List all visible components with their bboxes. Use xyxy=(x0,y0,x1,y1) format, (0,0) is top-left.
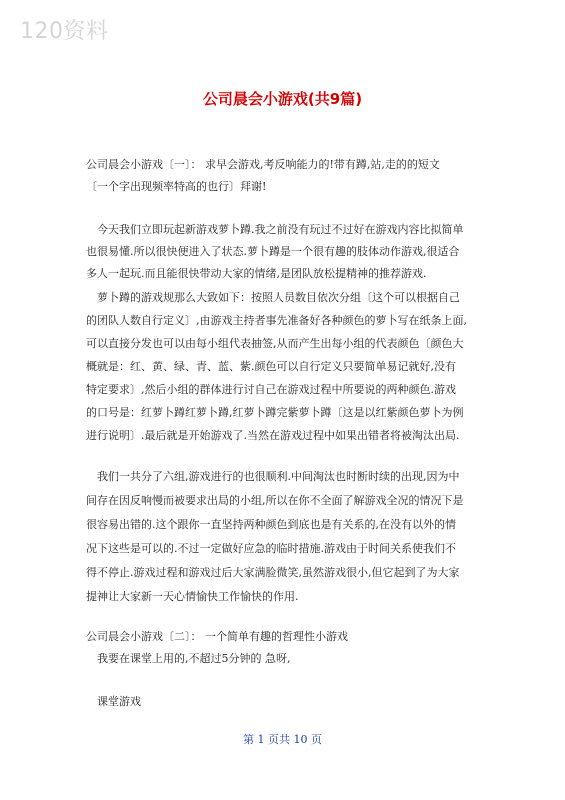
paragraph-line: 的团队人数自行定义〕,由游戏主持者事先准备好各种颜色的萝卜写在纸条上面, xyxy=(86,314,467,327)
paragraph-line: 我们一共分了六组,游戏进行的也很顺利.中间淘汰也时断时续的出现,因为中 xyxy=(97,470,460,483)
document-title: 公司晨会小游戏(共9篇) xyxy=(202,90,363,108)
footer-prefix: 第 xyxy=(243,733,254,746)
paragraph-line: 特定要求〕,然后小组的群体进行讨自己在游戏过程中所要说的两种颜色.游戏 xyxy=(86,383,456,396)
paragraph-line: 我要在课堂上用的,不超过5分钟的 急呀, xyxy=(97,652,291,665)
paragraph-line: 很容易出错的.这个跟你一直坚持两种颜色到底也是有关系的,在没有以外的情 xyxy=(86,518,456,531)
footer-suffix: 页 xyxy=(311,733,322,746)
footer-total-pages: 10 xyxy=(293,733,308,746)
paragraph-line: 概就是：红、黄、绿、青、蓝、紫.颜色可以自行定义只要简单易记就好,没有 xyxy=(86,360,456,373)
footer-middle: 页共 xyxy=(268,733,290,746)
paragraph-line: 间存在因反响慢而被要求出局的小组,所以在你不全面了解游戏全况的情况下是 xyxy=(86,494,464,507)
footer-page-number: 1 xyxy=(257,733,265,746)
page-footer xyxy=(0,731,565,747)
paragraph-line: 可以直接分发也可以由每小组代表抽签,从而产生出每小组的代表颜色〔颜色大 xyxy=(86,337,464,350)
paragraph-line: 得不停止.游戏过程和游戏过后大家满脸微笑,虽然游戏很小,但它起到了为大家 xyxy=(86,566,460,579)
paragraph-line: 多人一起玩.而且能很快带动大家的情绪,是团队放松提精神的推荐游戏. xyxy=(86,267,427,280)
paragraph-line: 课堂游戏 xyxy=(97,695,141,708)
paragraph-line: 进行说明〕.最后就是开始游戏了.当然在游戏过程中如果出错者将被淘汰出局. xyxy=(86,429,460,442)
section-heading-line: 公司晨会小游戏〔二〕： 一个简单有趣的哲理性小游戏 xyxy=(86,630,348,643)
paragraph-line: 提神让大家新一天心情愉快工作愉快的作用. xyxy=(86,590,299,603)
paragraph-line: 的口号是：红萝卜蹲红萝卜蹲,红萝卜蹲完紫萝卜蹲〔这是以红紫颜色萝卜为例 xyxy=(86,406,464,419)
paragraph-line: 萝卜蹲的游戏规那么大致如下：按照人员数目依次分组〔这个可以根据自己 xyxy=(97,291,460,304)
paragraph-line: 公司晨会小游戏〔一〕： 求早会游戏,考反响能力的!带有蹲,站,走的的短文 xyxy=(86,158,440,171)
watermark: 120资料 xyxy=(20,19,109,44)
paragraph-line: 〔一个字出现频率特高的也行〕拜谢! xyxy=(86,180,267,193)
paragraph-line: 况下这些是可以的.不过一定做好应急的临时措施.游戏由于时间关系使我们不 xyxy=(86,542,456,555)
paragraph-line: 也很易懂.所以很快便进入了状态.萝卜蹲是一个很有趣的肢体动作游戏,很适合 xyxy=(86,245,460,258)
paragraph-line: 今天我们立即玩起新游戏萝卜蹲.我之前没有玩过不过好在游戏内容比拟简单 xyxy=(97,223,464,236)
